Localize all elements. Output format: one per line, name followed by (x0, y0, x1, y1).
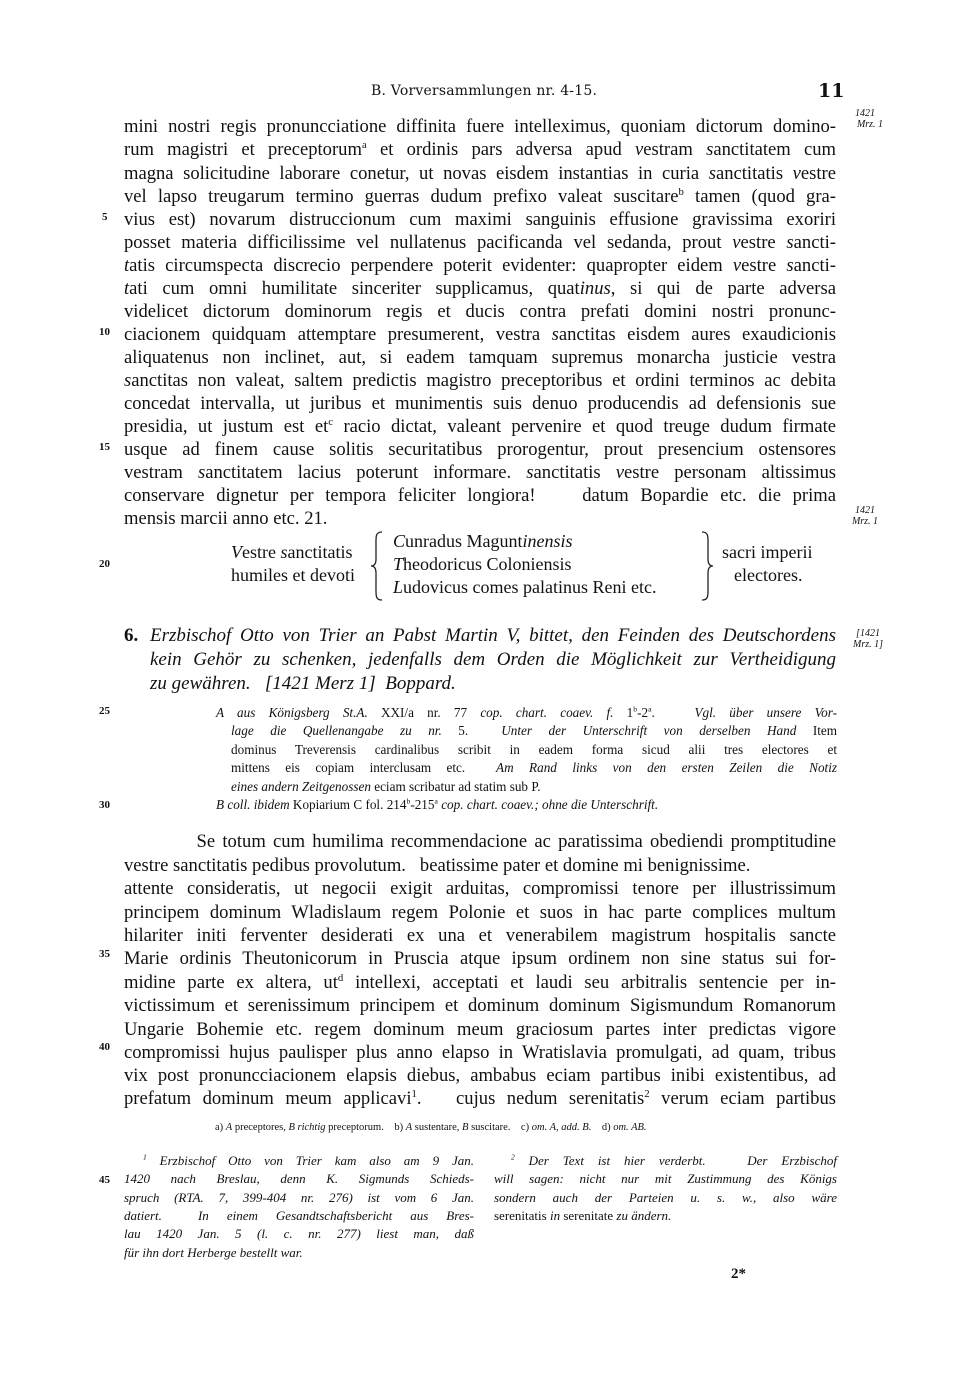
margin-date: Mrz. 1 (851, 516, 879, 527)
footnote-line: datiert. In einem Gesandtschaftsbericht aus Bres- (124, 1208, 474, 1223)
source-line: B coll. ibidem Kopiarium C fol. 214$^b$-215$^a$ cop. chart. coaev.; ohne die Unterschrift. (216, 796, 659, 812)
footnote-line: will sagen: nicht nur mit Zustimmung des Königs (494, 1171, 837, 1186)
margin-date-note (845, 628, 891, 650)
text-line: vel lapso treugarum termino guerras dudum prefixo valeat suscitare$^b$ tamen (quod gra- (124, 185, 836, 207)
line-number: 40 (99, 1041, 110, 1053)
page-number: 11 (818, 80, 845, 102)
margin-year: 1421 (855, 505, 875, 516)
footnote-line: 1420 nach Breslau, denn K. Sigmunds Schieds- (124, 1171, 474, 1186)
document-number-text: 6. (124, 625, 139, 646)
text-line: vestram sanctitatem lacius poterunt informare. sanctitatis vestre personam altissimus (124, 462, 836, 483)
title-line: Erzbischof Otto von Trier an Pabst Martin V, bittet, den Feinden des Deutschordens (150, 625, 836, 646)
source-line: A aus Königsberg St.A. XXI/a nr. 77 cop. chart. coaev. f. 1$^b$-2$^a$. Vgl. über unsere Vor- (216, 704, 838, 720)
footnote-line: für ihn dort Herberge bestellt war. (124, 1245, 303, 1260)
elector-name: Ludovicus comes palatinus Reni etc. (393, 577, 657, 597)
text-line: victissimum et serenissimum principem et dominum dominum Sigismundum Romanorum (124, 995, 836, 1016)
text-line: hilariter initi ferventer desiderati ex una et venerabilem magistrum hospitalis sancte (124, 925, 836, 946)
text-line: Ungarie Bohemie etc. regem dominum meum graciosum partes inter predictas vigore (124, 1019, 836, 1040)
margin-year: [1421 (856, 628, 880, 639)
line-number: 35 (99, 948, 110, 960)
variant-readings: a) A preceptores, B richtig preceptorum. b) A sustentare, B suscitare. c) om. A, add. B. d) om. AB. (215, 1122, 647, 1133)
text-line: Se totum cum humilima recommendacione ac paratissima obediendi promptitudine (124, 831, 836, 852)
text-line: compromissi hujus paulisper plus anno elapso in Wratislavia promulgati, ad quam, tribus (124, 1042, 836, 1063)
source-line: dominus Treverensis cardinalibus scribit in eadem forma sicud alii tres electores et (231, 742, 837, 757)
margin-date: Mrz. 1 (856, 119, 884, 130)
text-line: magna solicitudine laborare conetur, ut novas eisdem instantias in curia sanctitatis vestre (124, 163, 836, 184)
text-line: videlicet dictorum dominorum regis et ducis contra prefati domini nostri pronunc- (124, 301, 836, 322)
text-line: ciacionem quidquam attemptare presumerent, vestra sanctitas eisdem aures exaudicionis (124, 324, 837, 345)
text-line: rum magistri et preceptorum$^a$ et ordinis pars adversa apud vestram sanctitatem cum (124, 138, 836, 160)
footnote-line: sondern auch der Parteien u. s. w., also wäre (494, 1190, 837, 1205)
margin-year: 1421 (855, 108, 875, 119)
text-line: vius est) novarum distruccionum cum maximi sanguinis effusione gravissima exoriri (124, 209, 836, 230)
line-number: 5 (102, 211, 108, 223)
text-line: conservare dignetur per tempora feliciter longiora! datum Bopardie etc. die prima (124, 485, 836, 506)
text-line: concedat intervalla, ut juribus et munimentis suis denuo producendis ad defensionis sue (124, 393, 836, 414)
elector-name: Cunradus Maguntinensis (393, 531, 573, 551)
document-number (124, 624, 138, 648)
text-line: principem dominum Wladislaum regem Polonie et suos in hac parte complices multum (124, 902, 836, 923)
text-line: sanctitas non valeat, saltem predictis magistro preceptoribus et ordini terminos ac debita (124, 370, 836, 391)
footnote-line: serenitatis in serenitate zu ändern. (494, 1208, 672, 1223)
title-line: kein Gehör zu schenken, jedenfalls dem Orden die Möglichkeit zur Vertheidigung (150, 649, 836, 670)
line-number: 20 (99, 558, 110, 570)
footnote-line: $^2$ Der Text ist hier verderbt. Der Erzbischof (511, 1152, 837, 1168)
text-line: tati cum omni humilitate sinceriter supplicamus, quatinus, si qui de parte adversa (124, 278, 836, 299)
line-number: 15 (99, 441, 110, 453)
text-line: mensis marcii anno etc. 21. (124, 508, 328, 529)
text-line: presidia, ut justum est $et^c$ racio dictat, valeant pervenire et quod treuge dudum firmate (124, 415, 837, 437)
footnote-line: lau 1420 Jan. 5 (l. c. nr. 277) liest man, daß (124, 1226, 474, 1241)
text-line: mini nostri regis pronuncciatione diffinita fuere intelleximus, quoniam dictorum domino- (124, 116, 836, 137)
text-line: Marie ordinis Theutonicorum in Pruscia atque ipsum ordinem non sine status sui for- (124, 948, 836, 969)
source-line: mittens eis copiam interclusam etc. Am Rand links von den ersten Zeilen die Notiz (231, 760, 838, 775)
text-line: aliquatenus non inclinet, aut, si eadem tamquam supremus monarcha justicie vestra (124, 347, 836, 368)
footnote-line: spruch (RTA. 7, 399-404 nr. 276) ist vom 6 Jan. (124, 1190, 474, 1205)
text-line: vestre sanctitatis pedibus provolutum. beatissime pater et domine mi benignissime. (124, 855, 751, 876)
source-line: eines andern Zeitgenossen eciam scribatur ad statim sub P. (231, 779, 541, 794)
footnote-line: $^1$ Erzbischof Otto von Trier kam also am 9 Jan. (143, 1152, 474, 1168)
line-number: 10 (99, 326, 110, 338)
signature-right-line: sacri imperii (722, 542, 813, 562)
signature-right-line: electores. (734, 565, 803, 585)
text-line: vix post pronuncciacionem elapsis diebus, ambabus eciam partibus inibi existentibus, ad (124, 1065, 836, 1086)
signature-left-line: humiles et devoti (231, 565, 355, 585)
source-line: lage die Quellenangabe zu nr. 5. Unter der Unterschrift von derselben Hand Item (231, 723, 838, 738)
left-brace (370, 531, 384, 601)
text-line: tatis circumspecta discrecio perpendere poterit evidenter: quapropter eidem vestre sancti- (124, 255, 836, 276)
text-line: usque ad finem cause solitis securitatibus prorogentur, prout presencium ostensores (124, 439, 836, 460)
margin-date: Mrz. 1] (852, 639, 883, 650)
line-number: 45 (99, 1174, 110, 1186)
title-line: zu gewähren. [1421 Merz 1] Boppard. (150, 673, 456, 694)
elector-name: Theodoricus Coloniensis (393, 554, 572, 574)
text-line: attente consideratis, ut negocii exigit arduitas, compromissi tenore per illustrissimum (124, 878, 836, 899)
text-line: posset materia difficilissime vel nullatenus pacificanda vel sedanda, prout vestre sancti- (124, 232, 836, 253)
signature-mark: 2* (731, 1266, 746, 1282)
running-head: B. Vorversammlungen nr. 4-15. (371, 83, 598, 99)
line-number: 30 (99, 799, 110, 811)
right-brace (700, 531, 714, 601)
line-number: 25 (99, 705, 110, 717)
text-line: midine parte ex altera, $ut^d$ intellexi, acceptati et laudi seu arbitralis sentencie per in- (124, 971, 837, 993)
margin-date-note (845, 505, 885, 527)
signature-left-line: Vestre sanctitatis (231, 542, 353, 562)
margin-date-note (845, 108, 885, 130)
text-line: prefatum dominum meum applicavi$^1$. cujus nedum serenitatis$^2$ verum eciam partibus (124, 1087, 836, 1109)
